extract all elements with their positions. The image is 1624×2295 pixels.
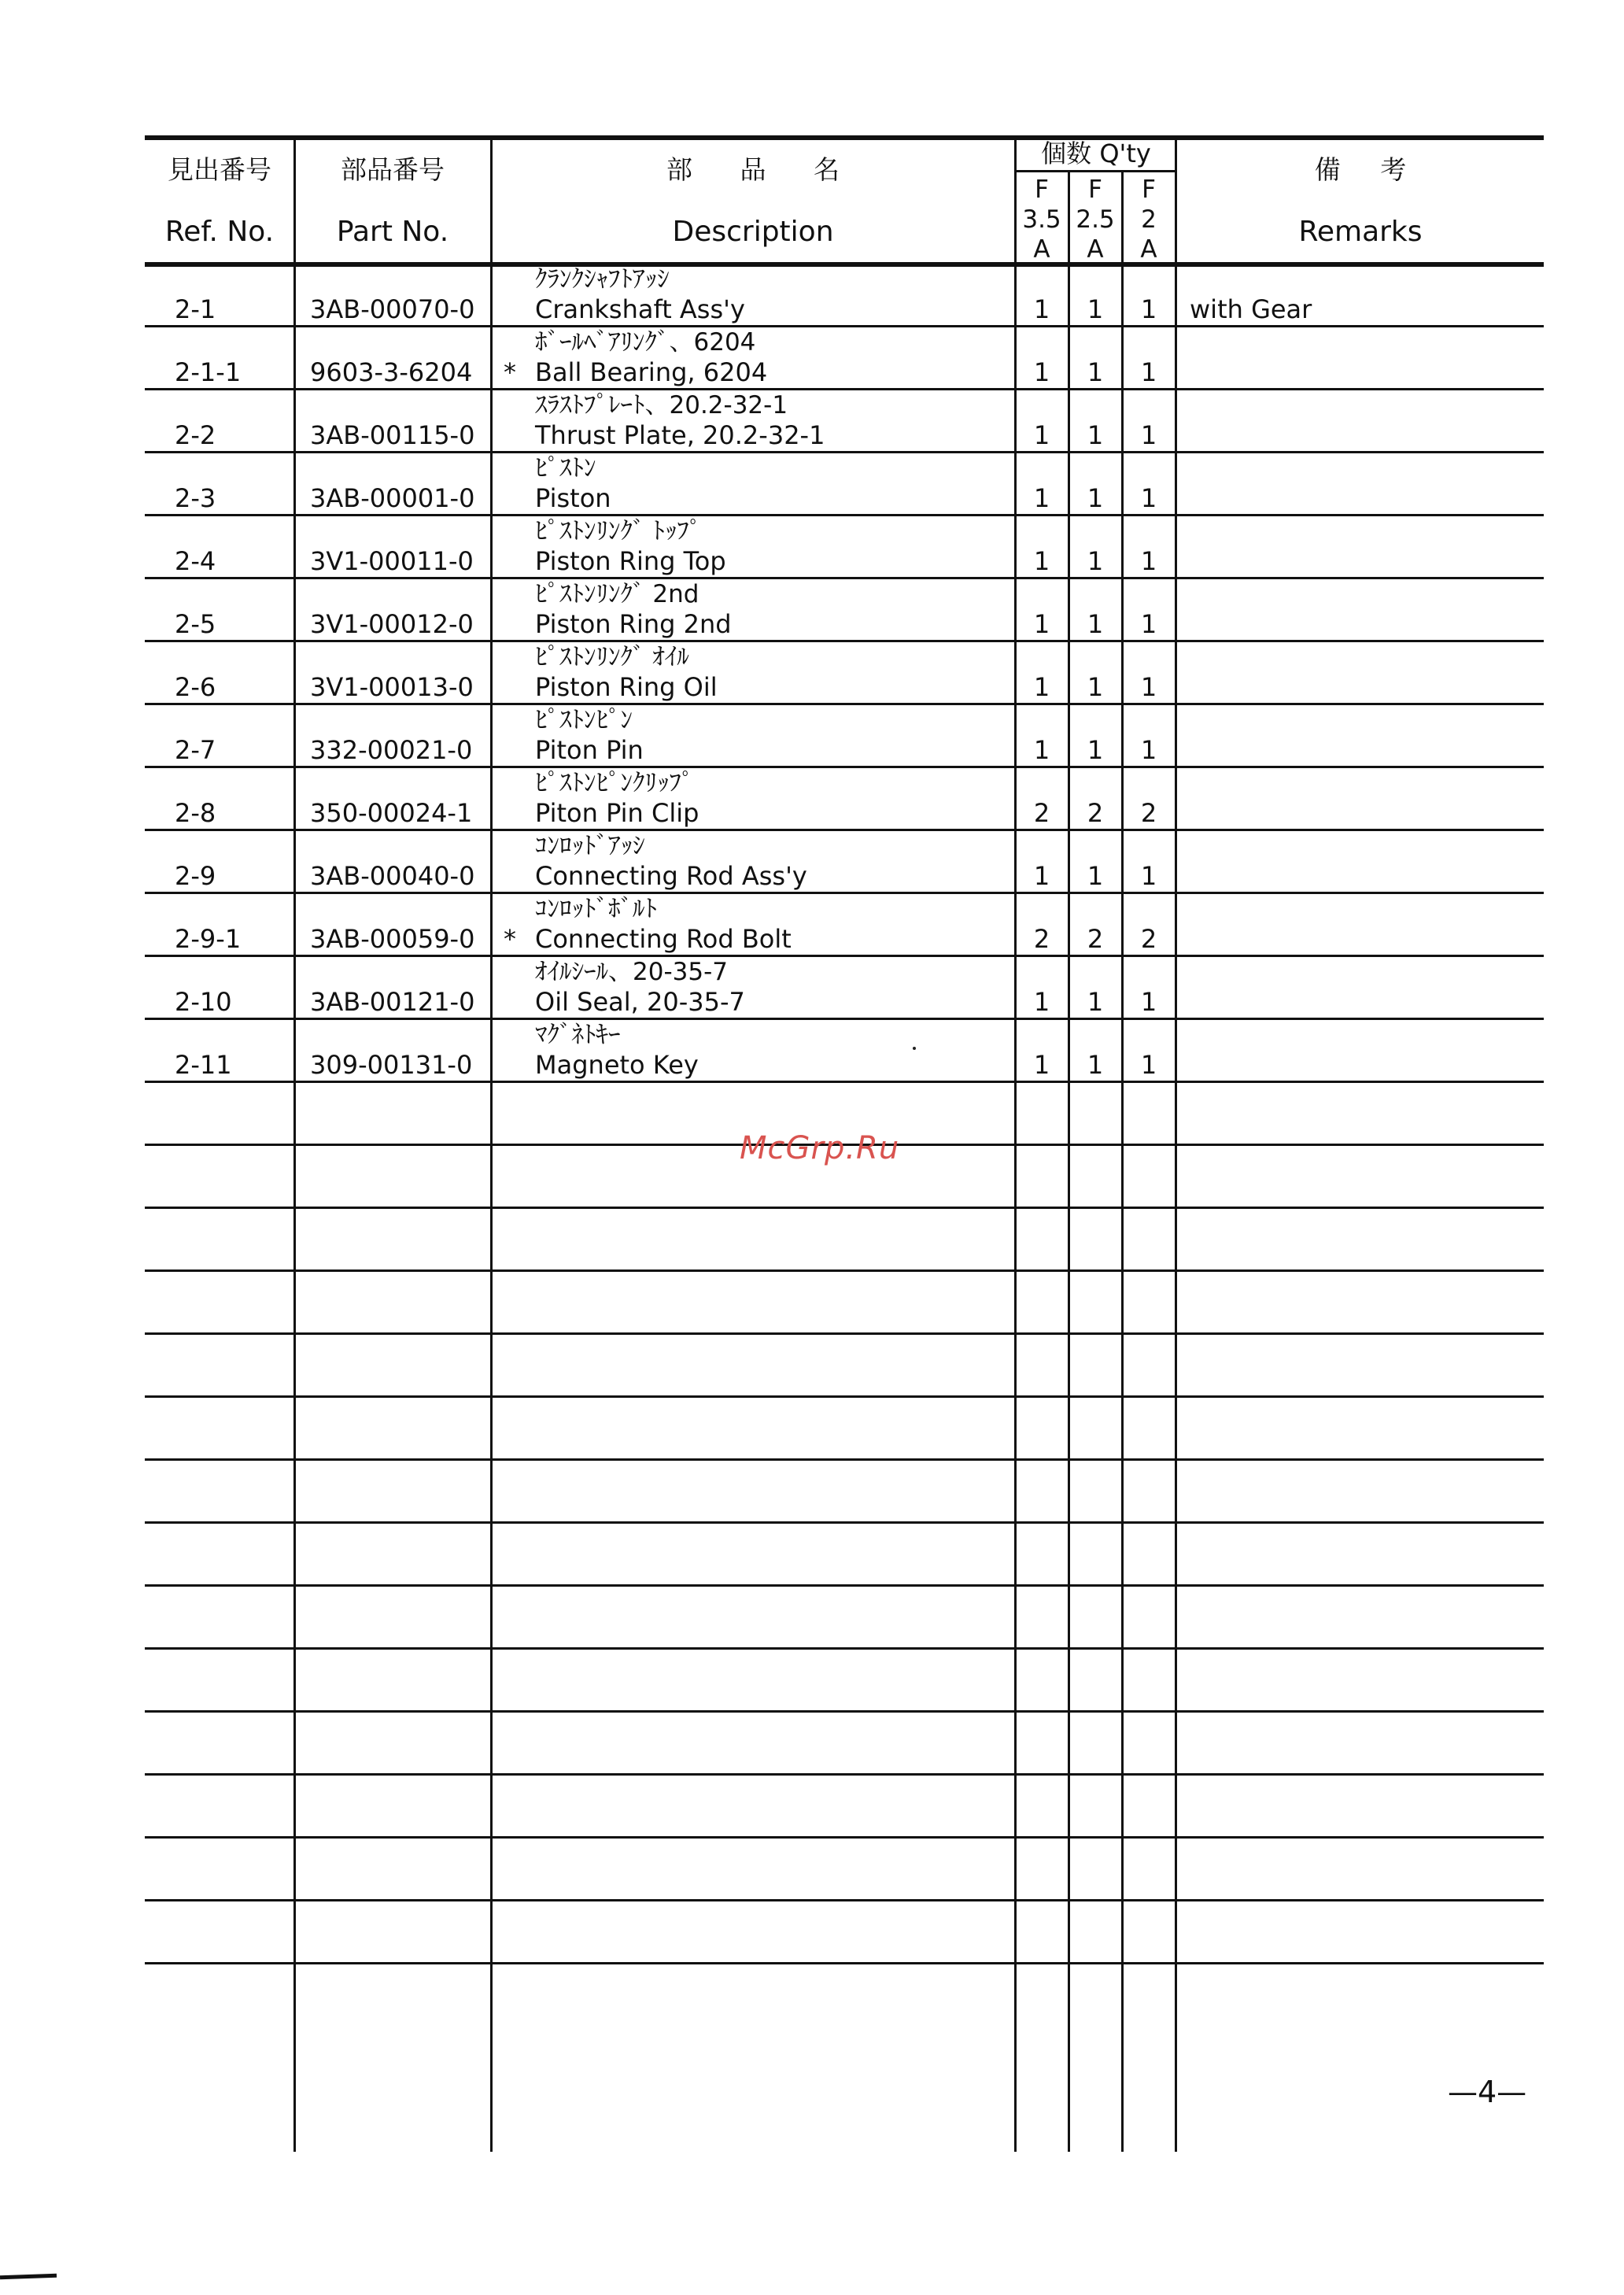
qty-f25a-cell: 1 [1087, 546, 1104, 576]
ref-cell: 2-1 [175, 294, 216, 324]
qty-f35a-cell: 1 [1033, 483, 1050, 513]
description-kana: ｵｲﾙｼｰﾙ、20-35-7 [535, 958, 728, 986]
description-kana: ｺﾝﾛｯﾄﾞｱｯｼ [535, 832, 645, 860]
qty-f35a-cell: 2 [1033, 798, 1050, 828]
description-cell: Piton Pin Clip [535, 798, 699, 828]
ref-cell: 2-1-1 [175, 357, 242, 387]
ref-cell: 2-9 [175, 861, 216, 891]
qty-f25a-cell: 1 [1087, 861, 1104, 891]
qty-f2a-cell: 1 [1140, 861, 1157, 891]
qty-col-2-line3: A [1087, 235, 1104, 264]
remarks-cell: with Gear [1190, 294, 1312, 324]
row-rule [145, 955, 1544, 957]
qty-f25a-cell: 1 [1087, 1050, 1104, 1080]
qty-f35a-cell: 1 [1033, 546, 1050, 576]
qty-col-1-line3: A [1033, 235, 1050, 264]
new-part-mark: * [504, 924, 516, 954]
qty-header-title: 個数 Q'ty [1041, 139, 1151, 168]
description-cell: Magneto Key [535, 1050, 699, 1080]
description-cell: Crankshaft Ass'y [535, 294, 745, 324]
row-rule [145, 1647, 1544, 1650]
qty-f2a-cell: 1 [1140, 735, 1157, 765]
row-rule [145, 1836, 1544, 1839]
part-number-cell: 332-00021-0 [310, 735, 473, 765]
row-rule [145, 1710, 1544, 1713]
row-rule [145, 1207, 1544, 1209]
qty-f2a-cell: 1 [1140, 1050, 1157, 1080]
ref-cell: 2-7 [175, 735, 216, 765]
qty-title-rule [1015, 170, 1177, 172]
watermark: McGrp.Ru [740, 1130, 900, 1166]
description-kana: ﾋﾟｽﾄﾝﾋﾟﾝ [535, 706, 633, 734]
part-number-cell: 3AB-00115-0 [310, 420, 475, 450]
qty-f35a-cell: 1 [1033, 294, 1050, 324]
qty-f35a-cell: 1 [1033, 420, 1050, 450]
qty-col-1-line2: 3.5 [1022, 205, 1061, 234]
ref-cell: 2-9-1 [175, 924, 242, 954]
part-header-jp: 部品番号 [341, 154, 445, 185]
description-kana: ﾋﾟｽﾄﾝﾘﾝｸﾞ ｵｲﾙ [535, 643, 689, 671]
qty-f25a-cell: 1 [1087, 735, 1104, 765]
row-rule [145, 514, 1544, 516]
row-rule [145, 1584, 1544, 1587]
ref-cell: 2-8 [175, 798, 216, 828]
qty-f25a-cell: 1 [1087, 294, 1104, 324]
part-number-cell: 3AB-00040-0 [310, 861, 475, 891]
part-number-cell: 3AB-00121-0 [310, 987, 475, 1017]
qty-f2a-cell: 1 [1140, 483, 1157, 513]
table-top-rule [145, 135, 1544, 140]
desc-header-jp: 部 品 名 [666, 154, 840, 185]
description-cell: Ball Bearing, 6204 [535, 357, 768, 387]
qty-f35a-cell: 1 [1033, 609, 1050, 639]
qty-col-2-line1: F [1088, 176, 1102, 204]
row-rule [145, 451, 1544, 453]
qty-f25a-cell: 1 [1087, 672, 1104, 702]
qty-f25a-cell: 2 [1087, 924, 1104, 954]
description-kana: ｽﾗｽﾄﾌﾟﾚｰﾄ、20.2-32-1 [535, 391, 788, 419]
row-rule [145, 829, 1544, 831]
qty-f2a-cell: 1 [1140, 672, 1157, 702]
qty-f25a-cell: 1 [1087, 483, 1104, 513]
part-header-en: Part No. [336, 216, 449, 248]
row-rule [145, 1332, 1544, 1335]
row-rule [145, 1458, 1544, 1461]
description-kana: ﾋﾟｽﾄﾝﾋﾟﾝｸﾘｯﾌﾟ [535, 769, 694, 797]
col-divider-q1 [1068, 170, 1070, 2152]
row-rule [145, 1018, 1544, 1020]
qty-f2a-cell: 2 [1140, 924, 1157, 954]
qty-f25a-cell: 1 [1087, 987, 1104, 1017]
qty-col-1-line1: F [1035, 176, 1049, 204]
row-rule [145, 1773, 1544, 1776]
description-kana: ｸﾗﾝｸｼｬﾌﾄｱｯｼ [535, 265, 670, 294]
description-cell: Connecting Rod Ass'y [535, 861, 807, 891]
row-rule [145, 325, 1544, 327]
row-rule [145, 577, 1544, 579]
description-cell: Piston Ring 2nd [535, 609, 732, 639]
part-number-cell: 309-00131-0 [310, 1050, 473, 1080]
row-rule [145, 892, 1544, 894]
qty-f35a-cell: 1 [1033, 735, 1050, 765]
remarks-header-en: Remarks [1298, 216, 1423, 248]
qty-col-2-line2: 2.5 [1076, 205, 1115, 234]
description-kana: ﾋﾟｽﾄﾝﾘﾝｸﾞ ﾄｯﾌﾟ [535, 517, 702, 545]
qty-f2a-cell: 2 [1140, 798, 1157, 828]
part-number-cell: 3V1-00012-0 [310, 609, 474, 639]
description-cell: Piston Ring Top [535, 546, 726, 576]
col-divider-q2 [1121, 170, 1124, 2152]
qty-f35a-cell: 1 [1033, 1050, 1050, 1080]
scan-edge-mark [0, 2274, 57, 2280]
ref-header-jp: 見出番号 [168, 154, 271, 185]
stray-mark [913, 1047, 916, 1050]
row-rule [145, 388, 1544, 390]
part-number-cell: 350-00024-1 [310, 798, 473, 828]
row-rule [145, 1395, 1544, 1398]
row-rule [145, 766, 1544, 768]
qty-f2a-cell: 1 [1140, 294, 1157, 324]
part-number-cell: 3V1-00011-0 [310, 546, 474, 576]
row-rule [145, 640, 1544, 642]
description-cell: Piston Ring Oil [535, 672, 718, 702]
row-rule [145, 1962, 1544, 1964]
part-number-cell: 3V1-00013-0 [310, 672, 474, 702]
row-rule [145, 1899, 1544, 1901]
part-number-cell: 3AB-00059-0 [310, 924, 475, 954]
new-part-mark: * [504, 357, 516, 387]
qty-f25a-cell: 1 [1087, 420, 1104, 450]
qty-f2a-cell: 1 [1140, 609, 1157, 639]
qty-f25a-cell: 1 [1087, 609, 1104, 639]
ref-cell: 2-4 [175, 546, 216, 576]
qty-f35a-cell: 2 [1033, 924, 1050, 954]
qty-f35a-cell: 1 [1033, 672, 1050, 702]
description-cell: Oil Seal, 20-35-7 [535, 987, 745, 1017]
qty-col-3-line1: F [1142, 176, 1156, 204]
ref-cell: 2-10 [175, 987, 232, 1017]
ref-cell: 2-3 [175, 483, 216, 513]
page-number: —4— [1448, 2075, 1527, 2109]
description-kana: ｺﾝﾛｯﾄﾞﾎﾞﾙﾄ [535, 895, 657, 923]
description-cell: Piton Pin [535, 735, 644, 765]
qty-f35a-cell: 1 [1033, 861, 1050, 891]
description-kana: ﾋﾟｽﾄﾝﾘﾝｸﾞ 2nd [535, 580, 699, 608]
row-rule [145, 1269, 1544, 1272]
ref-cell: 2-5 [175, 609, 216, 639]
qty-f35a-cell: 1 [1033, 357, 1050, 387]
desc-header-en: Description [672, 216, 834, 248]
description-kana: ﾋﾟｽﾄﾝ [535, 454, 596, 482]
row-rule [145, 703, 1544, 705]
ref-header-en: Ref. No. [164, 216, 275, 248]
qty-f2a-cell: 1 [1140, 420, 1157, 450]
qty-f2a-cell: 1 [1140, 357, 1157, 387]
header-bottom-rule [145, 262, 1544, 267]
part-number-cell: 3AB-00001-0 [310, 483, 475, 513]
description-cell: Piston [535, 483, 611, 513]
qty-f25a-cell: 1 [1087, 357, 1104, 387]
description-kana: ﾏｸﾞﾈﾄｷｰ [535, 1021, 621, 1049]
qty-f35a-cell: 1 [1033, 987, 1050, 1017]
part-number-cell: 3AB-00070-0 [310, 294, 475, 324]
qty-col-3-line3: A [1140, 235, 1157, 264]
remarks-header-jp: 備 考 [1314, 154, 1407, 185]
qty-f2a-cell: 1 [1140, 987, 1157, 1017]
row-rule [145, 1521, 1544, 1524]
row-rule [145, 1081, 1544, 1083]
description-kana: ﾎﾞｰﾙﾍﾞｱﾘﾝｸﾞ、6204 [535, 328, 756, 357]
description-cell: Connecting Rod Bolt [535, 924, 792, 954]
ref-cell: 2-6 [175, 672, 216, 702]
ref-cell: 2-11 [175, 1050, 232, 1080]
qty-col-3-line2: 2 [1141, 205, 1157, 234]
part-number-cell: 9603-3-6204 [310, 357, 473, 387]
qty-f2a-cell: 1 [1140, 546, 1157, 576]
qty-f25a-cell: 2 [1087, 798, 1104, 828]
ref-cell: 2-2 [175, 420, 216, 450]
description-cell: Thrust Plate, 20.2-32-1 [535, 420, 825, 450]
